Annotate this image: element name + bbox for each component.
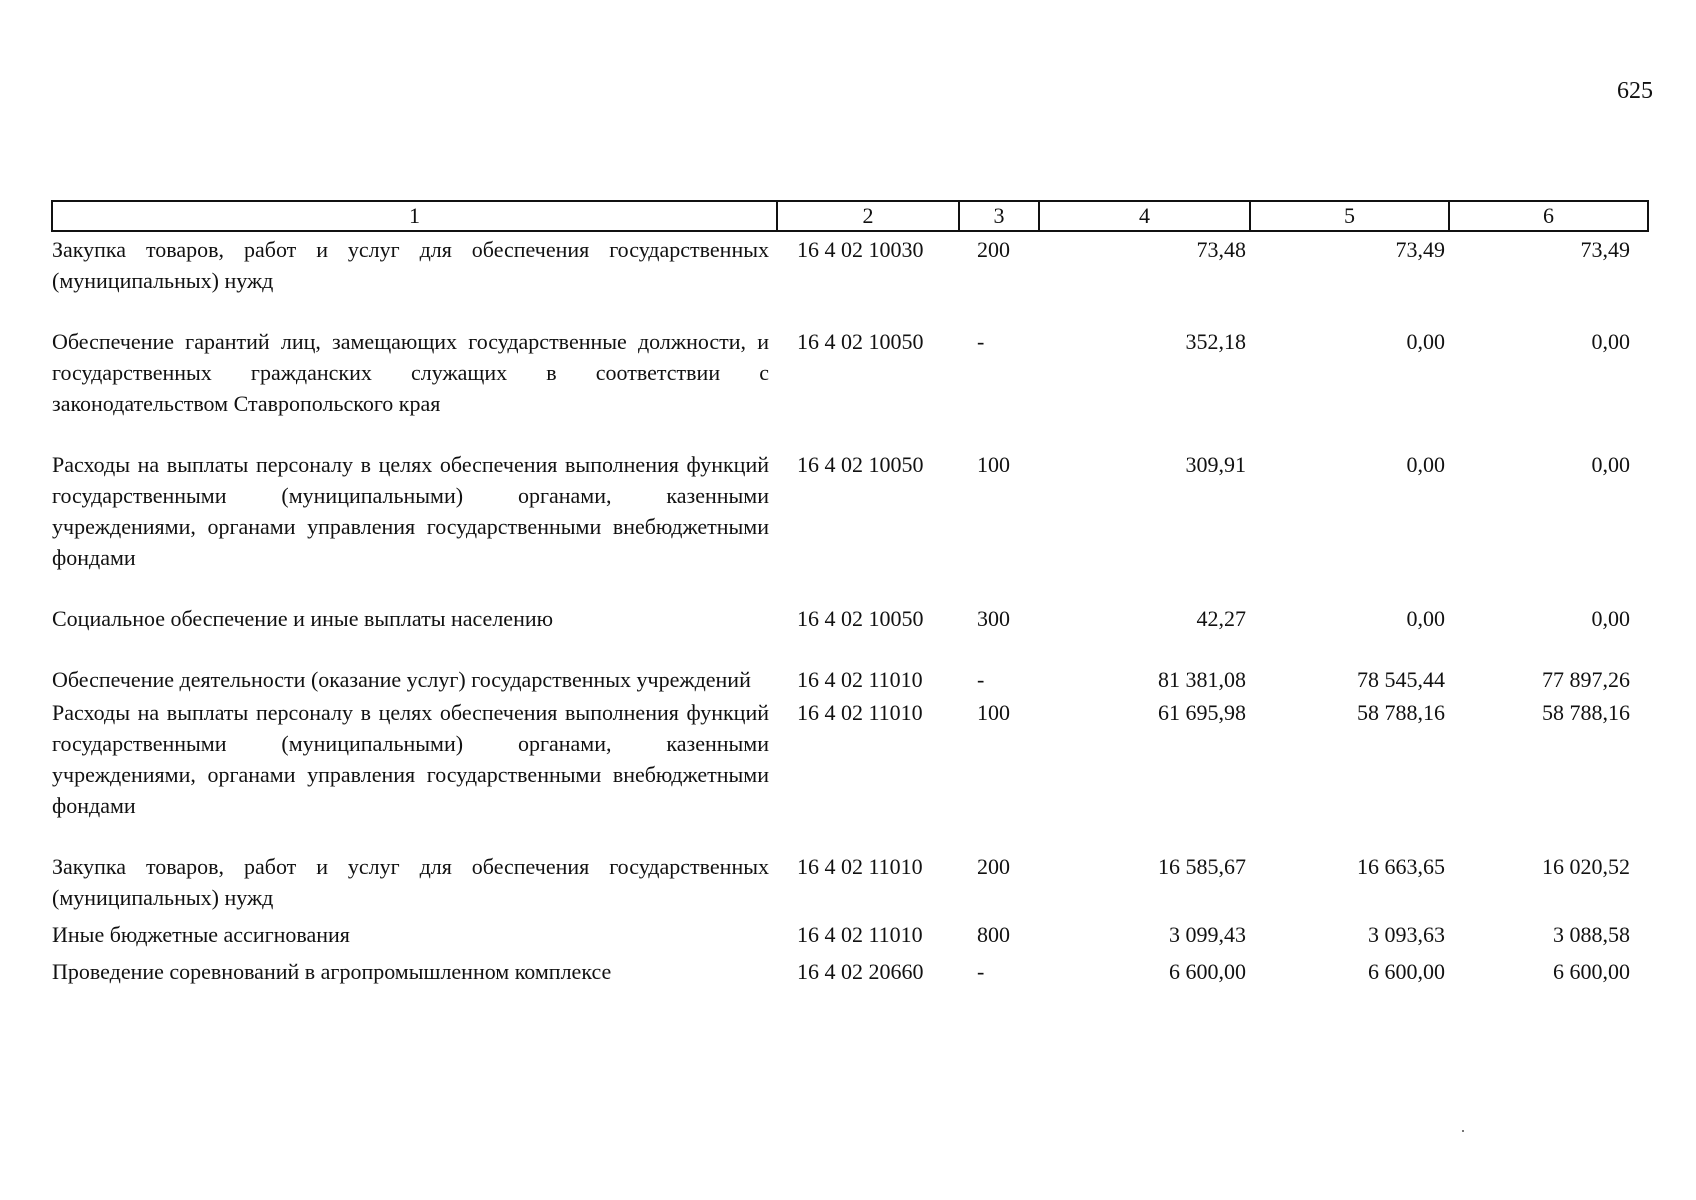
header-col-5: 5: [1250, 201, 1449, 231]
row-expense-type: -: [977, 667, 985, 692]
row-value-col5: 3 093,63: [1368, 922, 1445, 947]
row-code: 16 4 02 11010: [797, 922, 923, 947]
row-value-col6: 0,00: [1591, 606, 1630, 631]
row-name: Расходы на выплаты персоналу в целях обеспечения выполнения функций государственными (муниципальными) органами, казенными учреждениями, органами управления государственными внебюджетными фондами: [52, 700, 769, 818]
row-value-col4: 73,48: [1196, 237, 1246, 262]
table-row: [52, 324, 1648, 447]
row-code: 16 4 02 10050: [797, 452, 924, 477]
row-name: Обеспечение гарантий лиц, замещающих государственные должности, и государственных гражданских служащих в соответствии с законодательством Ставропольского края: [52, 329, 769, 416]
row-name: Иные бюджетные ассигнования: [52, 922, 350, 947]
row-expense-type: 300: [977, 606, 1010, 631]
row-expense-type: 200: [977, 854, 1010, 879]
row-name: Расходы на выплаты персоналу в целях обеспечения выполнения функций государственными (муниципальными) органами, казенными учреждениями, органами управления государственными внебюджетными фондами: [52, 452, 769, 570]
header-row: [52, 201, 1648, 231]
row-code: 16 4 02 10050: [797, 606, 924, 631]
table-body: [52, 231, 1648, 987]
table-row: [52, 695, 1648, 849]
row-name: Закупка товаров, работ и услуг для обеспечения государственных (муниципальных) нужд: [52, 854, 769, 910]
row-code: 16 4 02 11010: [797, 700, 923, 725]
row-value-col4: 42,27: [1196, 606, 1246, 631]
row-code: 16 4 02 20660: [797, 959, 924, 984]
row-value-col4: 6 600,00: [1169, 959, 1246, 984]
row-value-col5: 6 600,00: [1368, 959, 1445, 984]
row-value-col6: 3 088,58: [1553, 922, 1630, 947]
row-expense-type: 800: [977, 922, 1010, 947]
row-value-col6: 77 897,26: [1542, 667, 1630, 692]
row-value-col6: 58 788,16: [1542, 700, 1630, 725]
row-expense-type: 200: [977, 237, 1010, 262]
table-row: [52, 849, 1648, 917]
header-col-4: 4: [1039, 201, 1250, 231]
row-value-col5: 0,00: [1406, 452, 1445, 477]
row-code: 16 4 02 10050: [797, 329, 924, 354]
header-col-2: 2: [777, 201, 959, 231]
row-value-col5: 58 788,16: [1357, 700, 1445, 725]
row-value-col4: 81 381,08: [1158, 667, 1246, 692]
row-value-col5: 0,00: [1406, 329, 1445, 354]
row-value-col6: 16 020,52: [1542, 854, 1630, 879]
row-expense-type: -: [977, 959, 985, 984]
row-value-col4: 309,91: [1185, 452, 1246, 477]
row-value-col5: 0,00: [1406, 606, 1445, 631]
row-value-col6: 0,00: [1591, 452, 1630, 477]
header-col-6: 6: [1449, 201, 1648, 231]
row-code: 16 4 02 10030: [797, 237, 924, 262]
table-row: [52, 954, 1648, 987]
row-code: 16 4 02 11010: [797, 854, 923, 879]
table-row: [52, 601, 1648, 662]
row-name: Социальное обеспечение и иные выплаты населению: [52, 606, 554, 631]
row-value-col4: 16 585,67: [1158, 854, 1246, 879]
row-value-col6: 73,49: [1580, 237, 1630, 262]
row-value-col6: 0,00: [1591, 329, 1630, 354]
row-name: Закупка товаров, работ и услуг для обеспечения государственных (муниципальных) нужд: [52, 237, 769, 293]
table-row: [52, 917, 1648, 954]
row-value-col4: 352,18: [1185, 329, 1246, 354]
row-value-col5: 16 663,65: [1357, 854, 1445, 879]
row-expense-type: 100: [977, 452, 1010, 477]
row-value-col5: 78 545,44: [1357, 667, 1445, 692]
row-value-col4: 61 695,98: [1158, 700, 1246, 725]
header-col-1: 1: [52, 201, 777, 231]
budget-table: [51, 200, 1649, 987]
row-value-col5: 73,49: [1395, 237, 1445, 262]
scan-speck: [1462, 1130, 1464, 1132]
table-row: [52, 231, 1648, 324]
table-header: [52, 201, 1648, 231]
table-row: [52, 447, 1648, 601]
row-name: Проведение соревнований в агропромышленном комплексе: [52, 959, 612, 984]
row-name: Обеспечение деятельности (оказание услуг) государственных учреждений: [52, 667, 751, 692]
row-value-col6: 6 600,00: [1553, 959, 1630, 984]
row-value-col4: 3 099,43: [1169, 922, 1246, 947]
row-code: 16 4 02 11010: [797, 667, 923, 692]
page-number: 625: [1617, 78, 1653, 104]
table-row: [52, 662, 1648, 695]
row-expense-type: 100: [977, 700, 1010, 725]
row-expense-type: -: [977, 329, 985, 354]
header-col-3: 3: [959, 201, 1039, 231]
